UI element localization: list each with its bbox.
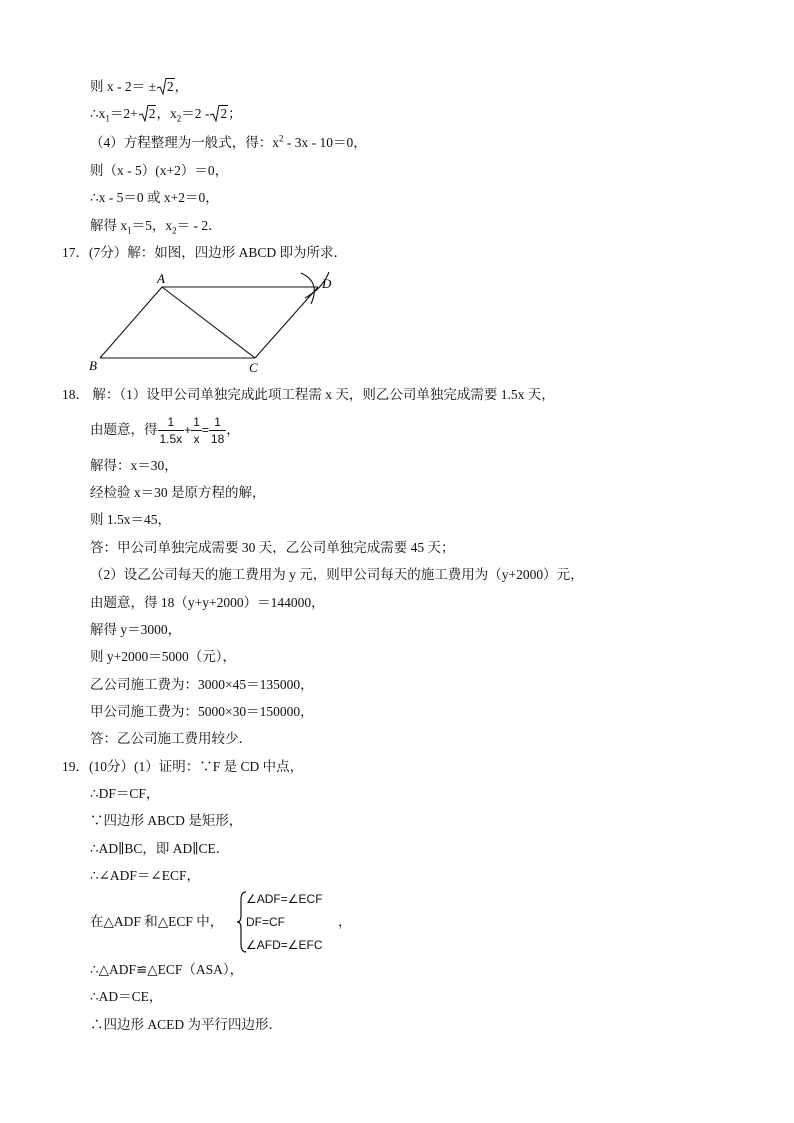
answer-line-1: 答：甲公司单独完成需要 30 天，乙公司单独完成需要 45 天； [90, 540, 455, 555]
eq-line-14: （2）设乙公司每天的施工费用为 y 元，则甲公司每天的施工费用为（y+2000）元， [90, 567, 584, 582]
eq-line-15: 由题意，得 18（y+y+2000）＝144000， [90, 595, 325, 610]
proof-line-3: ∴AD∥BC，即 AD∥CE． [90, 841, 230, 856]
text: 则 x - 2＝ ± [90, 79, 156, 94]
eq-line-10: 解得：x＝30， [90, 458, 178, 473]
proof-line-1: ∴DF＝CF， [90, 786, 160, 801]
text: ∴x [90, 106, 106, 121]
segment-ab [100, 287, 162, 358]
proof-line-2: ∵四边形 ABCD 是矩形， [90, 813, 243, 828]
text: ， [174, 79, 189, 94]
eq-line-6 [90, 217, 222, 235]
answer-line-2: 答：乙公司施工费用较少． [90, 731, 252, 746]
equals-sign: = [201, 423, 209, 437]
denominator: 1.5x [159, 432, 183, 447]
text: ＝2+ [109, 106, 138, 121]
text: - 3x - 10＝0， [283, 135, 367, 150]
proof-line-5: 在△ADF 和△ECF 中， [90, 914, 224, 929]
proof-line-8: ∴四边形 ACED 为平行四边形． [90, 1017, 282, 1032]
proof-line-4: ∴∠ADF＝∠ECF， [90, 868, 200, 883]
eq-line-1 [90, 78, 188, 96]
sqrt-symbol [210, 105, 228, 123]
eq-line-11: 经检验 x＝30 是原方程的解， [90, 485, 266, 500]
text: ，x [156, 106, 177, 121]
segment-ac [162, 287, 255, 358]
text: ＝2 - [181, 106, 210, 121]
fraction [158, 414, 185, 447]
problem-18-heading: 18． 解：（1）设甲公司单独完成此项工程需 x 天，则乙公司单独完成需要 1.5x 天， [62, 387, 555, 402]
fraction [191, 414, 202, 447]
numerator: 1 [214, 415, 221, 430]
eq-line-12: 则 1.5x＝45， [90, 512, 171, 527]
radicand: 2 [148, 106, 156, 121]
subscript: 2 [176, 113, 182, 124]
eq-line-19: 甲公司施工费为：5000×30＝150000， [90, 704, 314, 719]
numerator: 1 [167, 415, 175, 430]
subscript: 2 [172, 225, 177, 236]
vertex-label-b: B [89, 358, 97, 373]
eq-fraction-line [90, 410, 240, 450]
denominator: 18 [210, 432, 225, 447]
text: 解得 x [90, 218, 128, 233]
eq-line-16: 解得 y＝3000， [90, 622, 182, 637]
text: ； [228, 106, 242, 121]
sqrt-symbol [157, 78, 175, 96]
eq-line-17: 则 y+2000＝5000（元）， [90, 649, 236, 664]
system-row-1: ∠ADF=∠ECF [246, 892, 323, 906]
system-end-punct: ， [338, 914, 352, 929]
text: ＝5，x [131, 218, 173, 233]
proof-line-7: ∴AD＝CE， [90, 989, 163, 1004]
vertex-label-a: A [157, 271, 165, 286]
system-row-3: ∠AFD=∠EFC [246, 938, 323, 952]
system-row-2: DF=CF [246, 915, 285, 929]
problem-17-heading: 17．(7分）解：如图，四边形 ABCD 即为所求． [62, 245, 348, 260]
equation-system [246, 888, 323, 957]
numerator: 1 [193, 415, 200, 430]
eq-line-2 [90, 105, 242, 123]
vertex-label-d: D [322, 276, 332, 291]
eq-line-3 [90, 134, 367, 152]
text: 由题意，得 [90, 422, 158, 437]
radicand: 2 [220, 106, 228, 121]
subscript: 1 [127, 225, 132, 236]
eq-line-18: 乙公司施工费为：3000×45＝135000， [90, 677, 314, 692]
proof-line-6: ∴△ADF≌△ECF（ASA）， [90, 962, 244, 977]
parallelogram-figure [85, 268, 345, 380]
text: ， [226, 422, 240, 437]
segment-cd [255, 287, 318, 358]
eq-line-4: 则（x - 5）(x+2）＝0， [90, 163, 229, 178]
subscript: 1 [105, 113, 110, 124]
vertex-label-c: C [249, 360, 258, 375]
plus-sign: + [184, 423, 192, 437]
text: ＝ - 2． [176, 218, 222, 233]
fraction [209, 414, 226, 447]
superscript: 2 [279, 133, 284, 144]
problem-19-heading: 19．(10分）(1）证明：∵F 是 CD 中点， [62, 759, 304, 774]
text: （4）方程整理为一般式，得：x [90, 135, 279, 150]
eq-line-5: ∴x - 5＝0 或 x+2＝0， [90, 190, 219, 205]
sqrt-symbol [139, 105, 157, 123]
denominator: x [191, 430, 202, 447]
radicand: 2 [166, 79, 174, 94]
